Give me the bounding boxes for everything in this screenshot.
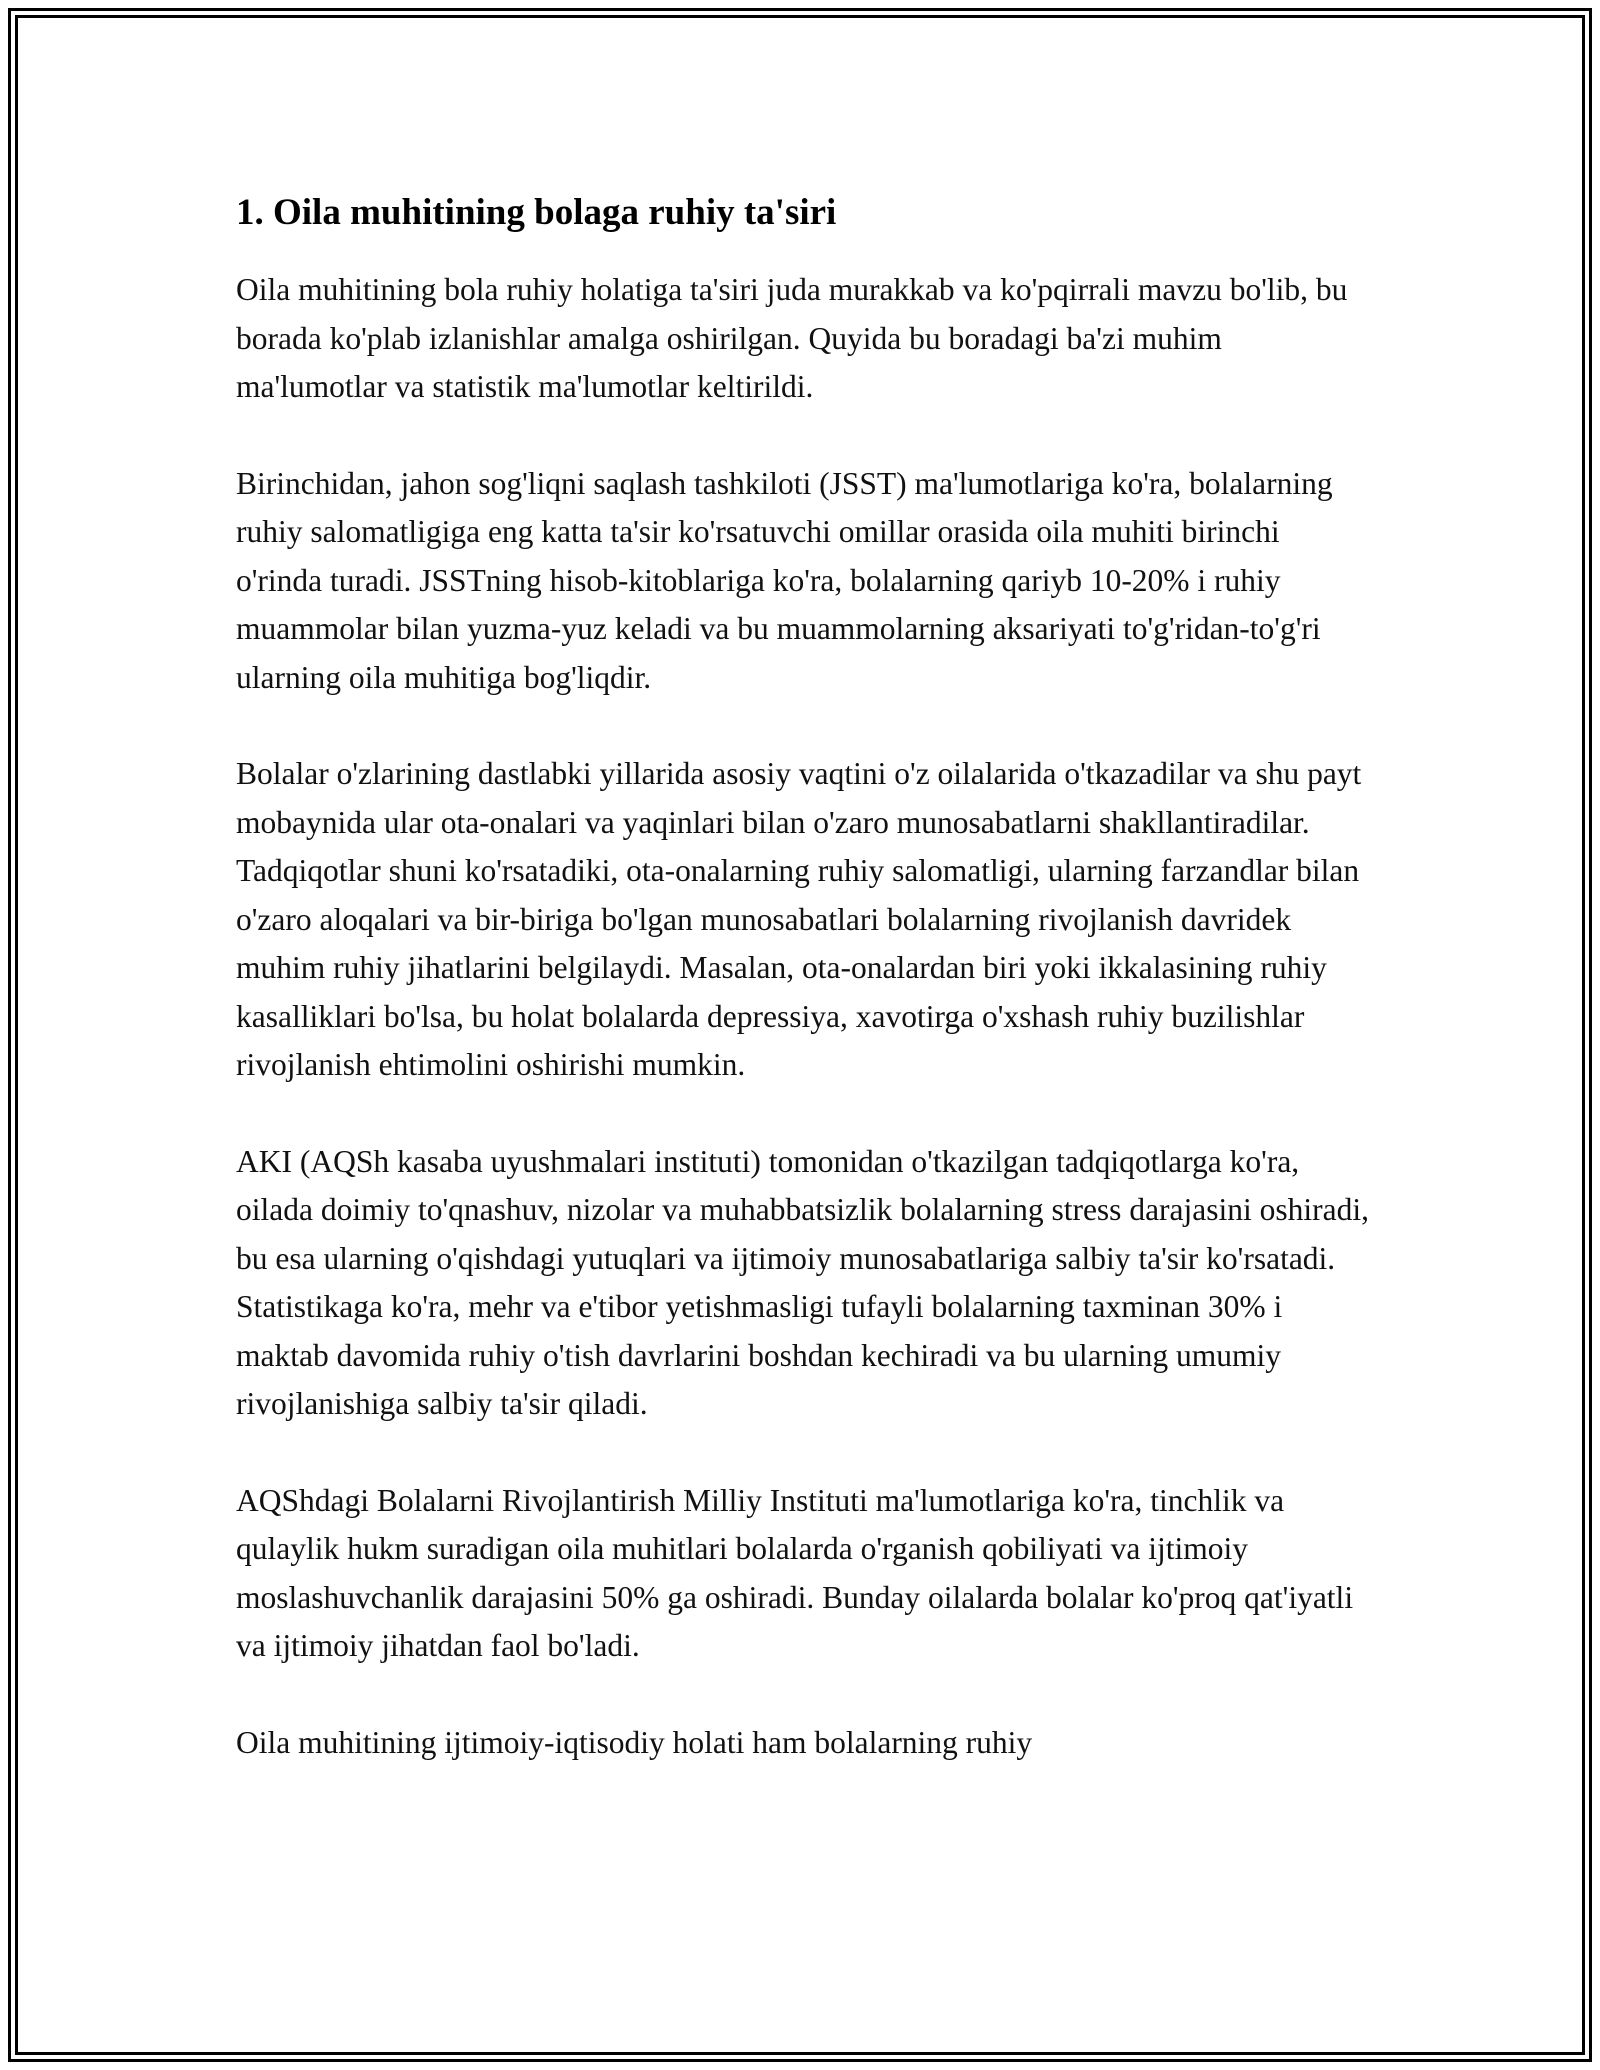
paragraph-6: Oila muhitining ijtimoiy-iqtisodiy holati ham bolalarning ruhiy — [236, 1724, 1033, 1760]
paragraph-5: AQShdagi Bolalarni Rivojlantirish Milliy Instituti ma'lumotlariga ko'ra, tinchlik va qulaylik hukm suradigan oila muhitlari bolalarda o'rganish qobiliyati va ijtimoiy moslashuvchanlik darajasini 50% ga oshiradi. Bunday oilalarda bolalar ko'proq qat'iyatli va ijtimoiy jihatdan faol bo'ladi. — [236, 1482, 1354, 1663]
document-body — [236, 186, 1370, 1815]
paragraph-1: Oila muhitining bola ruhiy holatiga ta'siri juda murakkab va ko'pqirrali mavzu bo'lib, bu borada ko'plab izlanishlar amalga oshirilgan. Quyida bu boradagi ba'zi muhim ma'lumotlar va statistik ma'lumotlar keltirildi. — [236, 272, 1348, 404]
paragraph-4: AKI (AQSh kasaba uyushmalari instituti) tomonidan o'tkazilgan tadqiqotlarga ko'ra, oilada doimiy to'qnashuv, nizolar va muhabbatsizlik bolalarning stress darajasini oshiradi, bu esa ularning o'qishdagi yutuqlari va ijtimoiy munosabatlariga salbiy ta'sir ko'rsatadi. Statistikaga ko'ra, mehr va e'tibor yetishmasligi tufayli bolalarning taxminan 30% i maktab davomida ruhiy o'tish davrlarini boshdan kechiradi va bu ularning umumiy rivojlanishiga salbiy ta'sir qiladi. — [236, 1143, 1370, 1421]
paragraph-3: Bolalar o'zlarining dastlabki yillarida asosiy vaqtini o'z oilalarida o'tkazadilar va shu payt mobaynida ular ota-onalari va yaqinlari bilan o'zaro munosabatlarni shakllantiradilar. Tadqiqotlar shuni ko'rsatadiki, ota-onalarning ruhiy salomatligi, ularning farzandlar bilan o'zaro aloqalari va bir-biriga bo'lgan munosabatlari bolalarning rivojlanish davridek muhim ruhiy jihatlarini belgilaydi. Masalan, ota-onalardan biri yoki ikkalasining ruhiy kasalliklari bo'lsa, bu holat bolalarda depressiya, xavotirga o'xshash ruhiy buzilishlar rivojlanish ehtimolini oshirishi mumkin. — [236, 756, 1362, 1082]
paragraph-2: Birinchidan, jahon sog'liqni saqlash tashkiloti (JSST) ma'lumotlariga ko'ra, bolalarning ruhiy salomatligiga eng katta ta'sir ko'rsatuvchi omillar orasida oila muhiti birinchi o'rinda turadi. JSSTning hisob-kitoblariga ko'ra, bolalarning qariyb 10-20% i ruhiy muammolar bilan yuzma-yuz keladi va bu muammolarning aksariyati to'g'ridan-to'g'ri ularning oila muhitiga bog'liqdir. — [236, 465, 1333, 695]
section-heading: 1. Oila muhitining bolaga ruhiy ta'siri — [236, 192, 837, 233]
